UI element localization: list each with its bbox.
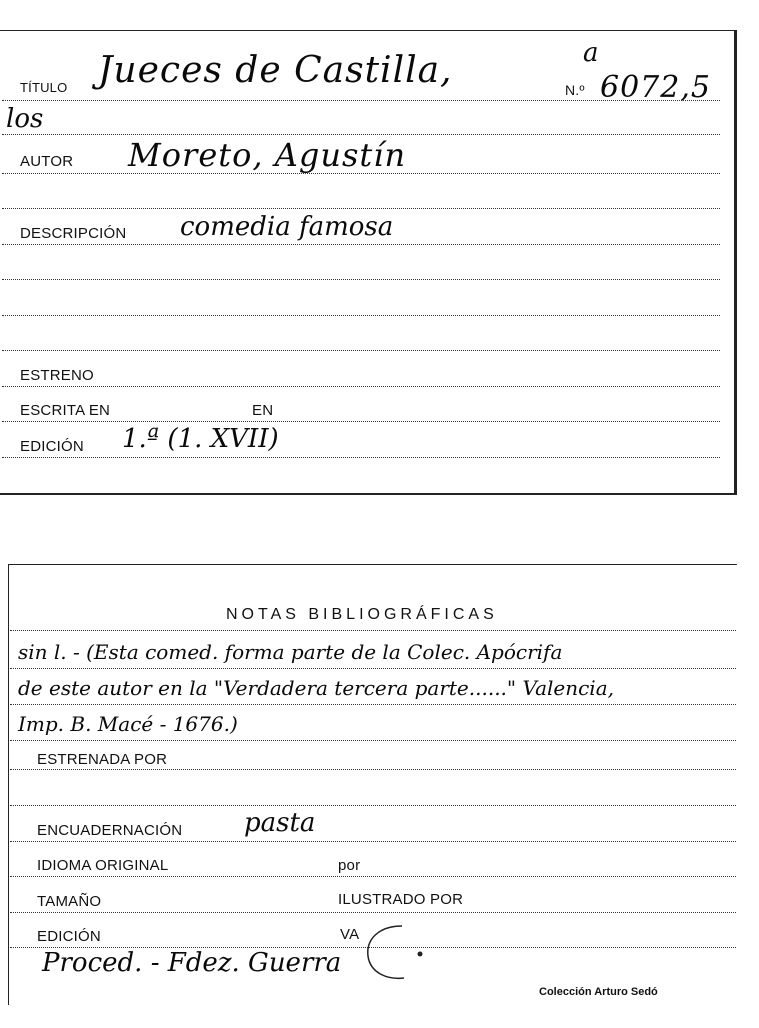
tamano-label: TAMAÑO [37,893,102,910]
rule [10,912,736,913]
titulo-value: Jueces de Castilla, [98,50,453,91]
note-line-1: sin l. - (Esta comed. forma parte de la Colec. Apócrifa [18,640,563,664]
descripcion-value: comedia famosa [180,212,394,242]
ilustrado-por-label: ILUSTRADO POR [338,891,464,908]
en-label: EN [252,402,274,419]
rule [10,704,736,705]
rule [10,841,736,842]
rule [2,350,720,351]
edicion-label: EDICIÓN [20,438,84,455]
rule [10,876,736,877]
idioma-original-label: IDIOMA ORIGINAL [37,857,169,874]
rule [2,315,720,316]
autor-value: Moreto, Agustín [128,136,407,174]
rule [2,208,720,209]
autor-label: AUTOR [20,153,74,170]
estreno-label: ESTRENO [20,367,94,384]
rule [10,740,736,741]
estrenada-por-label: ESTRENADA POR [37,751,168,768]
titulo-label: TÍTULO [20,80,68,95]
rule [2,100,720,101]
rule [2,279,720,280]
por-label: por [338,857,361,874]
encuadernacion-label: ENCUADERNACIÓN [37,822,183,839]
rule [2,421,720,422]
descripcion-label: DESCRIPCIÓN [20,225,127,242]
encuadernacion-value: pasta [244,808,316,838]
escrita-en-label: ESCRITA EN [20,402,111,419]
numero-value: 6072,5 [600,70,711,105]
note-line-3: Imp. B. Macé - 1676.) [18,712,238,736]
rule [2,173,720,174]
rule [10,630,736,631]
rule [10,805,736,806]
numero-suffix: a [583,38,599,68]
punch-hole-mark [360,920,430,982]
numero-label: N.º [565,82,585,98]
edicion-bottom-label: EDICIÓN [37,928,101,945]
va-label: VA [340,926,360,943]
titulo-continuation: los [6,104,44,134]
note-line-2: de este autor en la "Verdadera tercera parte......" Valencia, [18,676,614,700]
edicion-value: 1.ª (1. XVII) [122,424,279,454]
rule [10,769,736,770]
rule [2,244,720,245]
rule [2,457,720,458]
rule [2,134,720,135]
rule [2,386,720,387]
procedencia-value: Proced. - Fdez. Guerra [42,948,342,978]
notas-heading: NOTAS BIBLIOGRÁFICAS [226,606,498,623]
rule [10,668,736,669]
collection-footer: Colección Arturo Sedó [539,986,658,998]
